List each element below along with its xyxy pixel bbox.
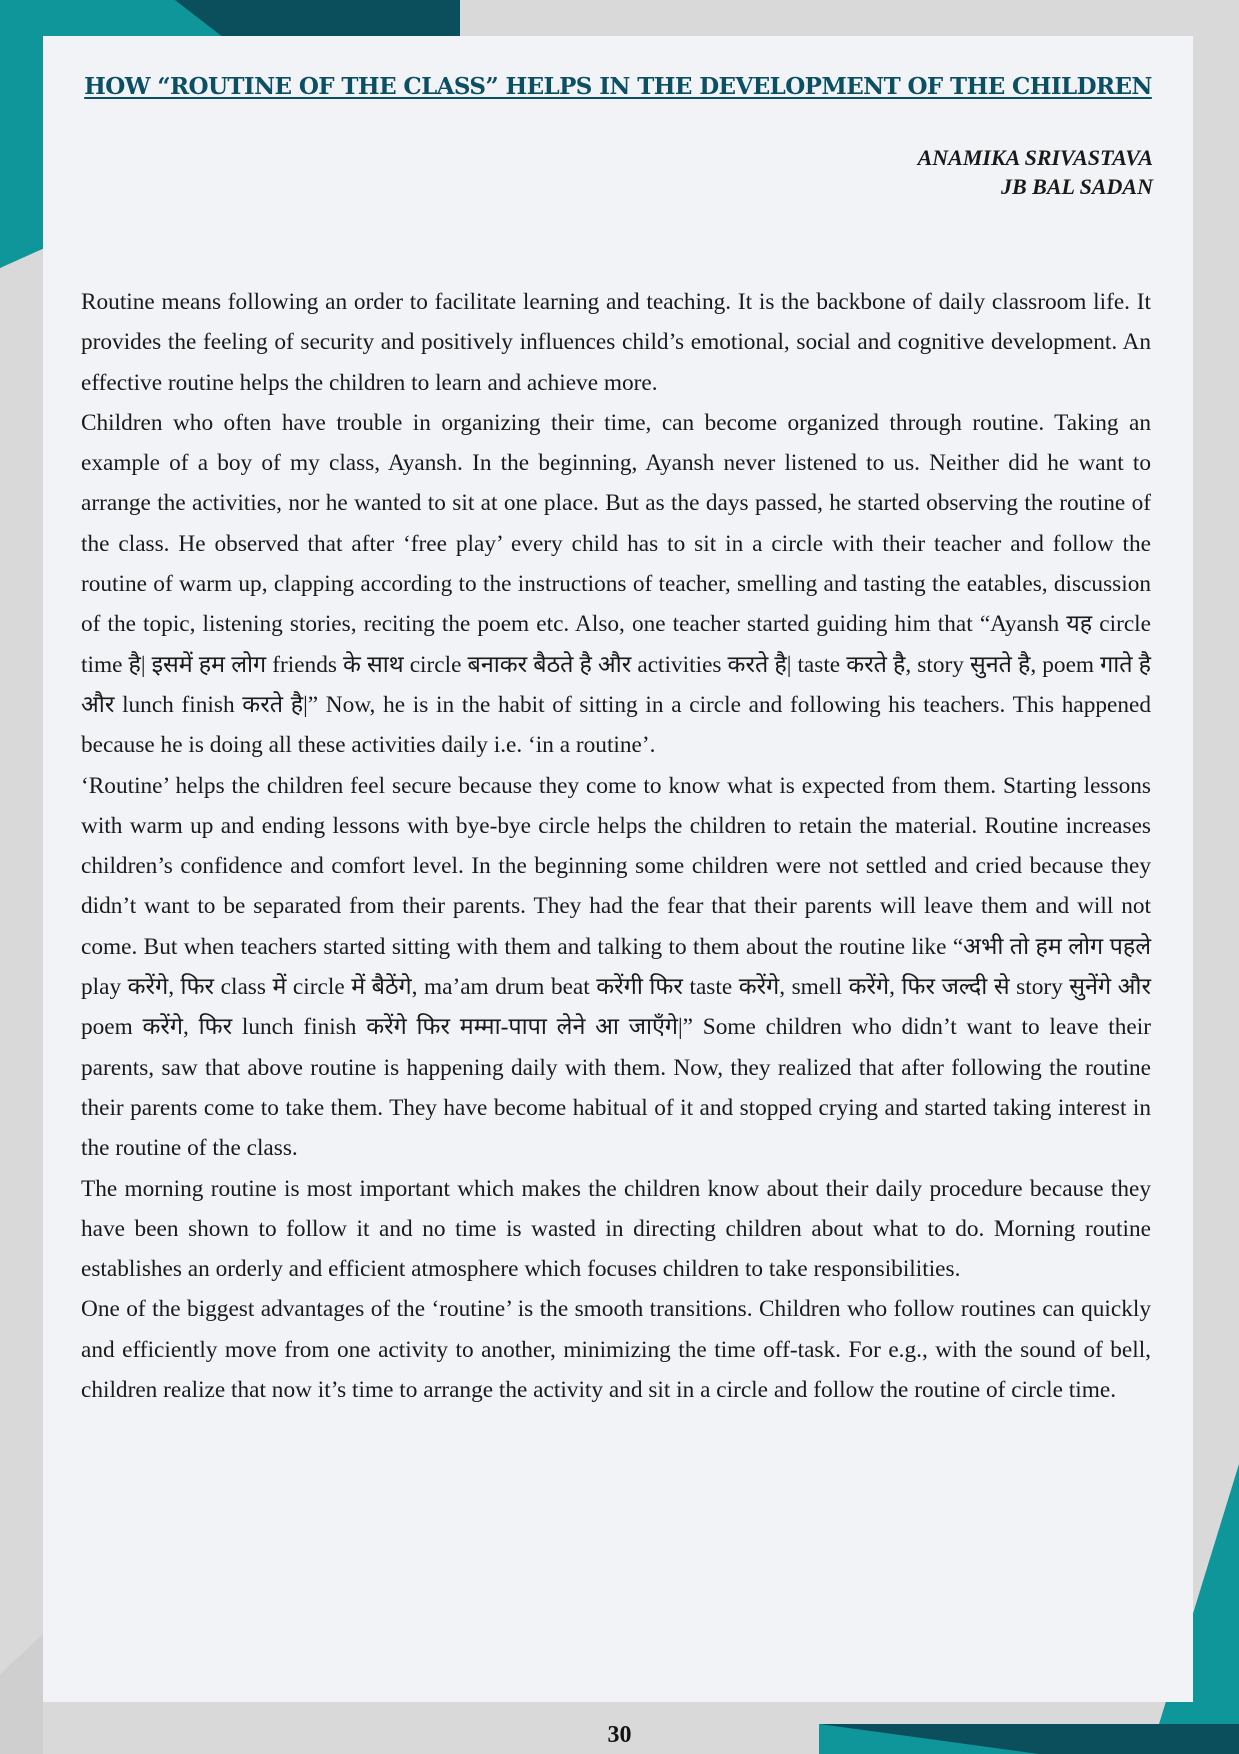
paragraph: One of the biggest advantages of the ‘routine’ is the smooth transitions. Children who follow routines can quickly and efficiently move from one activity to another, minimizing the time off-task. For e.g., with the sound of bell, children realize that now it’s time to arrange the activity and sit in a circle and follow the routine of circle time. bbox=[81, 1296, 1151, 1404]
content-panel bbox=[43, 36, 1193, 1702]
paragraph: Routine means following an order to facilitate learning and teaching. It is the backbone of daily classroom life. It provides the feeling of security and positively influences child’s emotional, social and cognitive development. An effective routine helps the children to learn and achieve more. bbox=[81, 289, 1151, 396]
author-affiliation: JB BAL SADAN bbox=[1000, 174, 1153, 199]
page-number: 30 bbox=[607, 1722, 632, 1748]
article-title: HOW “ROUTINE OF THE CLASS” HELPS IN THE DEVELOPMENT OF THE CHILDREN bbox=[84, 73, 1152, 100]
article-body bbox=[81, 282, 1151, 1410]
paragraph: The morning routine is most important which makes the children know about their daily procedure because they have been shown to follow it and no time is wasted in directing children about what to do. Morning routine establishes an orderly and efficient atmosphere which focuses children to take responsibilities. bbox=[81, 1175, 1151, 1283]
author-name: ANAMIKA SRIVASTAVA bbox=[917, 145, 1153, 170]
byline bbox=[918, 143, 1153, 201]
paragraph: Children who often have trouble in organizing their time, can become organized through routine. Taking an example of a boy of my class, Ayansh. In the beginning, Ayansh never listened to us. Neither did he want to arrange the activities, nor he wanted to sit at one place. But as the days passed, he started observing the routine of the class. He observed that after ‘free play’ every child has to sit in a circle with their teacher and follow the routine of warm up, clapping according to the instructions of teacher, smelling and tasting the eatables, discussion of the topic, listening stories, reciting the poem etc. Also, one teacher started guiding him that “Ayansh यह circle time है| इसमें हम लोग friends के साथ circle बनाकर बैठते है और activities करते है| taste करते है, story सुनते है, poem गाते है और lunch finish करते है|” Now, he is in the habit of sitting in a circle and following his teachers. This happened because he is doing all these activities daily i.e. ‘in a routine’. bbox=[81, 409, 1151, 759]
paragraph: ‘Routine’ helps the children feel secure because they come to know what is expected from them. Starting lessons with warm up and ending lessons with bye-bye circle helps the children to retain the material. Routine increases children’s confidence and comfort level. In the beginning some children were not settled and cried because they didn’t want to be separated from their parents. They had the fear that their parents will leave them and will not come. But when teachers started sitting with them and talking to them about the routine like “अभी तो हम लोग पहले play करेंगे, फिर class में circle में बैठेंगे, ma’am drum beat करेंगी फिर taste करेंगे, smell करेंगे, फिर जल्दी से story सुनेंगे और poem करेंगे, फिर lunch finish करेंगे फिर मम्मा-पापा लेने आ जाएँगे|” Some children who didn’t want to leave their parents, saw that above routine is happening daily with them. Now, they realized that after following the routine their parents come to take them. They have become habitual of it and stopped crying and started taking interest in the routine of the class. bbox=[81, 772, 1151, 1162]
